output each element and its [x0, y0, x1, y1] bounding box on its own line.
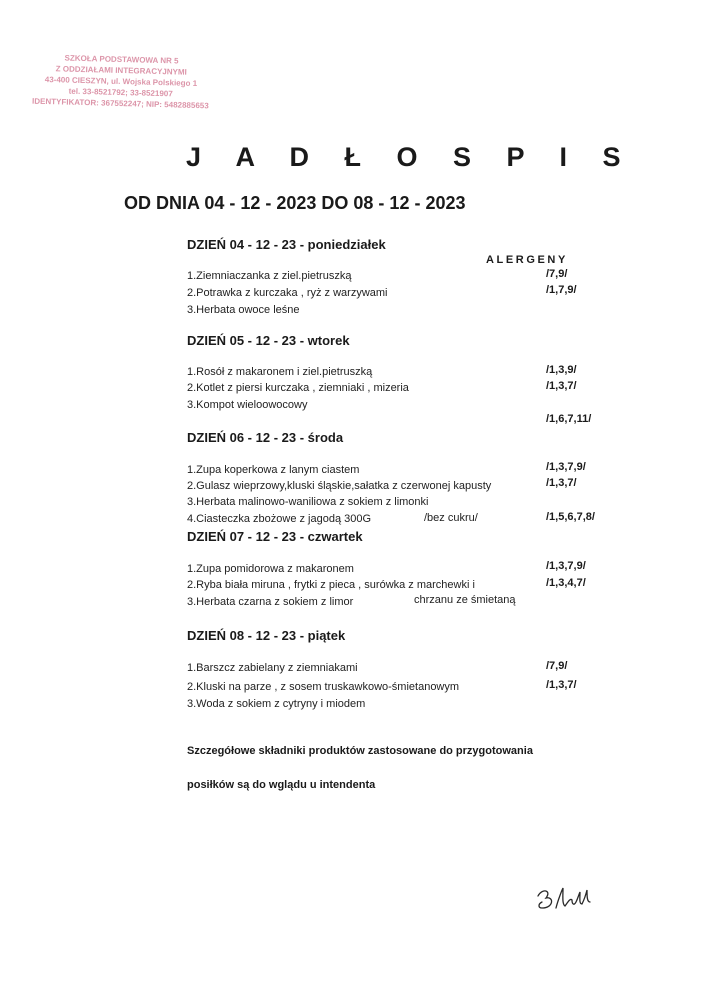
menu-item: 1.Rosół z makaronem i ziel.pietruszką	[187, 366, 373, 378]
menu-item: 3.Woda z sokiem z cytryny i miodem	[187, 698, 366, 710]
stamp-line: Z ODDZIAŁAMI INTEGRACYJNYMI	[55, 64, 187, 77]
stamp-line: SZKOŁA PODSTAWOWA NR 5	[64, 53, 179, 66]
allergen-code: /1,7,9/	[546, 284, 577, 296]
menu-item: 1.Zupa koperkowa z lanym ciastem	[187, 464, 360, 476]
menu-item: 2.Gulasz wieprzowy,kluski śląskie,sałatka z czerwonej kapusty	[187, 480, 492, 492]
allergen-code: /1,3,7,9/	[546, 560, 586, 572]
allergen-code: /1,6,7,11/	[546, 413, 592, 425]
stamp-line: tel. 33-8521792; 33-8521907	[68, 86, 173, 99]
menu-item: 3.Herbata czarna z sokiem z limor	[187, 596, 354, 608]
menu-item: 1.Barszcz zabielany z ziemniakami	[187, 662, 358, 674]
menu-item: 1.Ziemniaczanka z ziel.pietruszką	[187, 270, 352, 282]
allergen-code: /7,9/	[546, 268, 568, 280]
stamp-line: 43-400 CIESZYN, ul. Wojska Polskiego 1	[44, 75, 198, 88]
date-range: OD DNIA 04 - 12 - 2023 DO 08 - 12 - 2023	[124, 193, 466, 213]
day-heading-monday: DZIEŃ 04 - 12 - 23 - poniedziałek	[187, 237, 386, 252]
day-heading-thursday: DZIEŃ 07 - 12 - 23 - czwartek	[187, 529, 363, 544]
menu-item: 3.Kompot wieloowocowy	[187, 399, 308, 411]
footer-note-line1: Szczegółowe składniki produktów zastosowane do przygotowania	[187, 745, 533, 757]
menu-item: 2.Kluski na parze , z sosem truskawkowo-śmietanowym	[187, 681, 460, 693]
allergen-code: /7,9/	[546, 660, 568, 672]
menu-item: 3.Herbata owoce leśne	[187, 304, 300, 316]
allergen-code: /1,3,7/	[546, 380, 577, 392]
allergen-code: /1,3,7/	[546, 679, 577, 691]
allergen-code: /1,3,7,9/	[546, 461, 586, 473]
day-heading-tuesday: DZIEŃ 05 - 12 - 23 - wtorek	[187, 333, 350, 348]
allergens-header: ALERGENY	[486, 254, 568, 266]
allergen-code: /1,3,9/	[546, 364, 577, 376]
allergen-code: /1,3,7/	[546, 477, 577, 489]
day-heading-wednesday: DZIEŃ 06 - 12 - 23 - środa	[187, 430, 344, 445]
school-stamp	[31, 52, 210, 112]
allergen-code: /1,5,6,7,8/	[546, 511, 595, 523]
menu-item-note: /bez cukru/	[424, 512, 478, 524]
menu-item: 4.Ciasteczka zbożowe z jagodą 300G	[187, 513, 372, 525]
menu-item: 2.Potrawka z kurczaka , ryż z warzywami	[187, 287, 388, 299]
menu-item: 1.Zupa pomidorowa z makaronem	[187, 563, 354, 575]
menu-item: 2.Ryba biała miruna , frytki z pieca , surówka z marchewki i	[187, 579, 475, 591]
menu-item: 3.Herbata malinowo-waniliowa z sokiem z limonki	[187, 496, 429, 508]
day-heading-friday: DZIEŃ 08 - 12 - 23 - piątek	[187, 628, 346, 643]
allergen-code: /1,3,4,7/	[546, 577, 586, 589]
menu-item: 2.Kotlet z piersi kurczaka , ziemniaki , mizeria	[187, 382, 409, 394]
stamp-line: IDENTYFIKATOR: 367552247; NIP: 5482885653	[31, 96, 209, 111]
signature-icon	[532, 882, 612, 923]
footer-note-line2: posiłków są do wglądu u intendenta	[187, 779, 376, 791]
page-title: J A D Ł O S P I S	[186, 142, 635, 172]
menu-item-continuation: chrzanu ze śmietaną	[414, 594, 516, 606]
